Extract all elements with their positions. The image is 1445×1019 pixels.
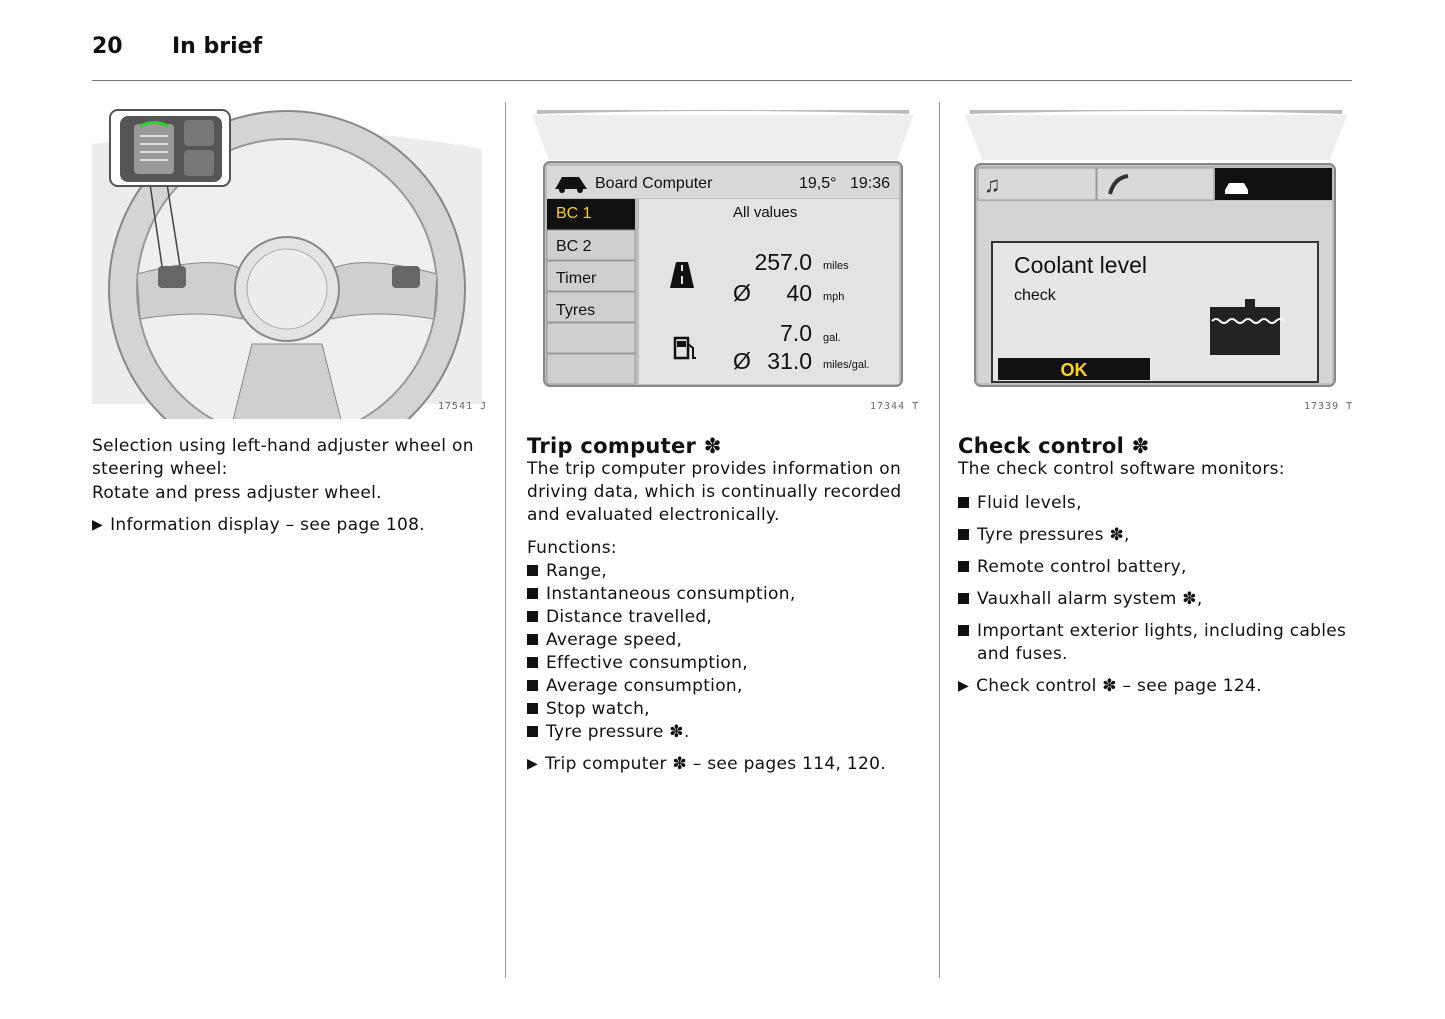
column-2-text <box>527 435 919 776</box>
car-icon <box>1225 183 1248 194</box>
reference-text: Information display – see page 108. <box>110 515 425 535</box>
avg-cons-symbol: Ø <box>733 348 751 374</box>
check-control-display <box>960 110 1352 392</box>
list-item: Distance travelled, <box>527 606 919 629</box>
arrow-icon: ▶ <box>527 756 539 772</box>
fuel-value: 7.0 <box>780 320 812 346</box>
range-value: 257.0 <box>754 249 812 275</box>
ok-button-label: OK <box>1060 360 1088 380</box>
menu-item-timer: Timer <box>556 270 597 287</box>
message-subtitle: check <box>1014 287 1056 304</box>
all-values-label: All values <box>733 204 798 221</box>
cross-reference <box>958 675 1350 698</box>
list-item: Tyre pressures ✽, <box>958 524 1350 547</box>
figure-number: 17541 J <box>438 401 488 412</box>
list-item: Remote control battery, <box>958 556 1350 579</box>
list-item: Effective consumption, <box>527 652 919 675</box>
section-heading: Check control ✽ <box>958 434 1150 458</box>
avg-speed-unit: mph <box>823 291 845 303</box>
reference-text: Trip computer ✽ – see pages 114, 120. <box>545 754 886 774</box>
reference-text: Check control ✽ – see page 124. <box>976 676 1262 696</box>
figure-number: 17339 T <box>1304 401 1354 412</box>
page-number: 20 <box>92 34 123 59</box>
list-item: Instantaneous consumption, <box>527 583 919 606</box>
arrow-icon: ▶ <box>92 517 104 533</box>
menu-item-bc2: BC 2 <box>556 238 592 255</box>
paragraph: The check control software monitors: <box>958 459 1285 479</box>
list-item: Stop watch, <box>527 698 919 721</box>
list-item: Average speed, <box>527 629 919 652</box>
message-title: Coolant level <box>1014 252 1147 278</box>
list-item: Range, <box>527 560 919 583</box>
paragraph: Rotate and press adjuster wheel. <box>92 483 382 503</box>
display-temperature: 19,5° <box>799 175 837 192</box>
avg-speed-value: 40 <box>786 280 812 306</box>
list-item: Fluid levels, <box>958 492 1350 515</box>
steering-wheel-figure <box>92 104 492 419</box>
list-item: Important exterior lights, including cables and fuses. <box>958 620 1350 666</box>
range-unit: miles <box>823 260 849 272</box>
paragraph: Selection using left-hand adjuster wheel on steering wheel: <box>92 436 474 479</box>
column-divider <box>505 102 506 978</box>
section-heading: Trip computer ✽ <box>527 434 722 458</box>
paragraph: The trip computer provides information on driving data, which is continually recorded and evaluated electronically. <box>527 459 902 525</box>
avg-cons-unit: miles/gal. <box>823 359 870 371</box>
music-icon: ♫ <box>984 172 1001 197</box>
cross-reference <box>92 514 492 537</box>
column-3-text <box>958 435 1350 698</box>
figure-number: 17344 T <box>870 401 920 412</box>
coolant-reservoir-icon <box>1210 307 1280 355</box>
display-title: Board Computer <box>595 175 713 192</box>
avg-speed-symbol: Ø <box>733 280 751 306</box>
menu-item-tyres: Tyres <box>556 302 596 319</box>
board-computer-display <box>527 110 919 392</box>
display-time: 19:36 <box>850 175 891 192</box>
menu-item-bc1: BC 1 <box>556 205 592 222</box>
functions-label: Functions: <box>527 538 617 558</box>
list-item: Tyre pressure ✽. <box>527 721 919 744</box>
header-rule <box>92 80 1352 81</box>
fuel-unit: gal. <box>823 332 841 344</box>
column-1-text <box>92 435 492 537</box>
arrow-icon: ▶ <box>958 678 970 694</box>
page-title: In brief <box>172 34 263 59</box>
list-item: Vauxhall alarm system ✽, <box>958 588 1350 611</box>
cross-reference <box>527 753 919 776</box>
column-divider <box>939 102 940 978</box>
avg-cons-value: 31.0 <box>767 348 812 374</box>
list-item: Average consumption, <box>527 675 919 698</box>
